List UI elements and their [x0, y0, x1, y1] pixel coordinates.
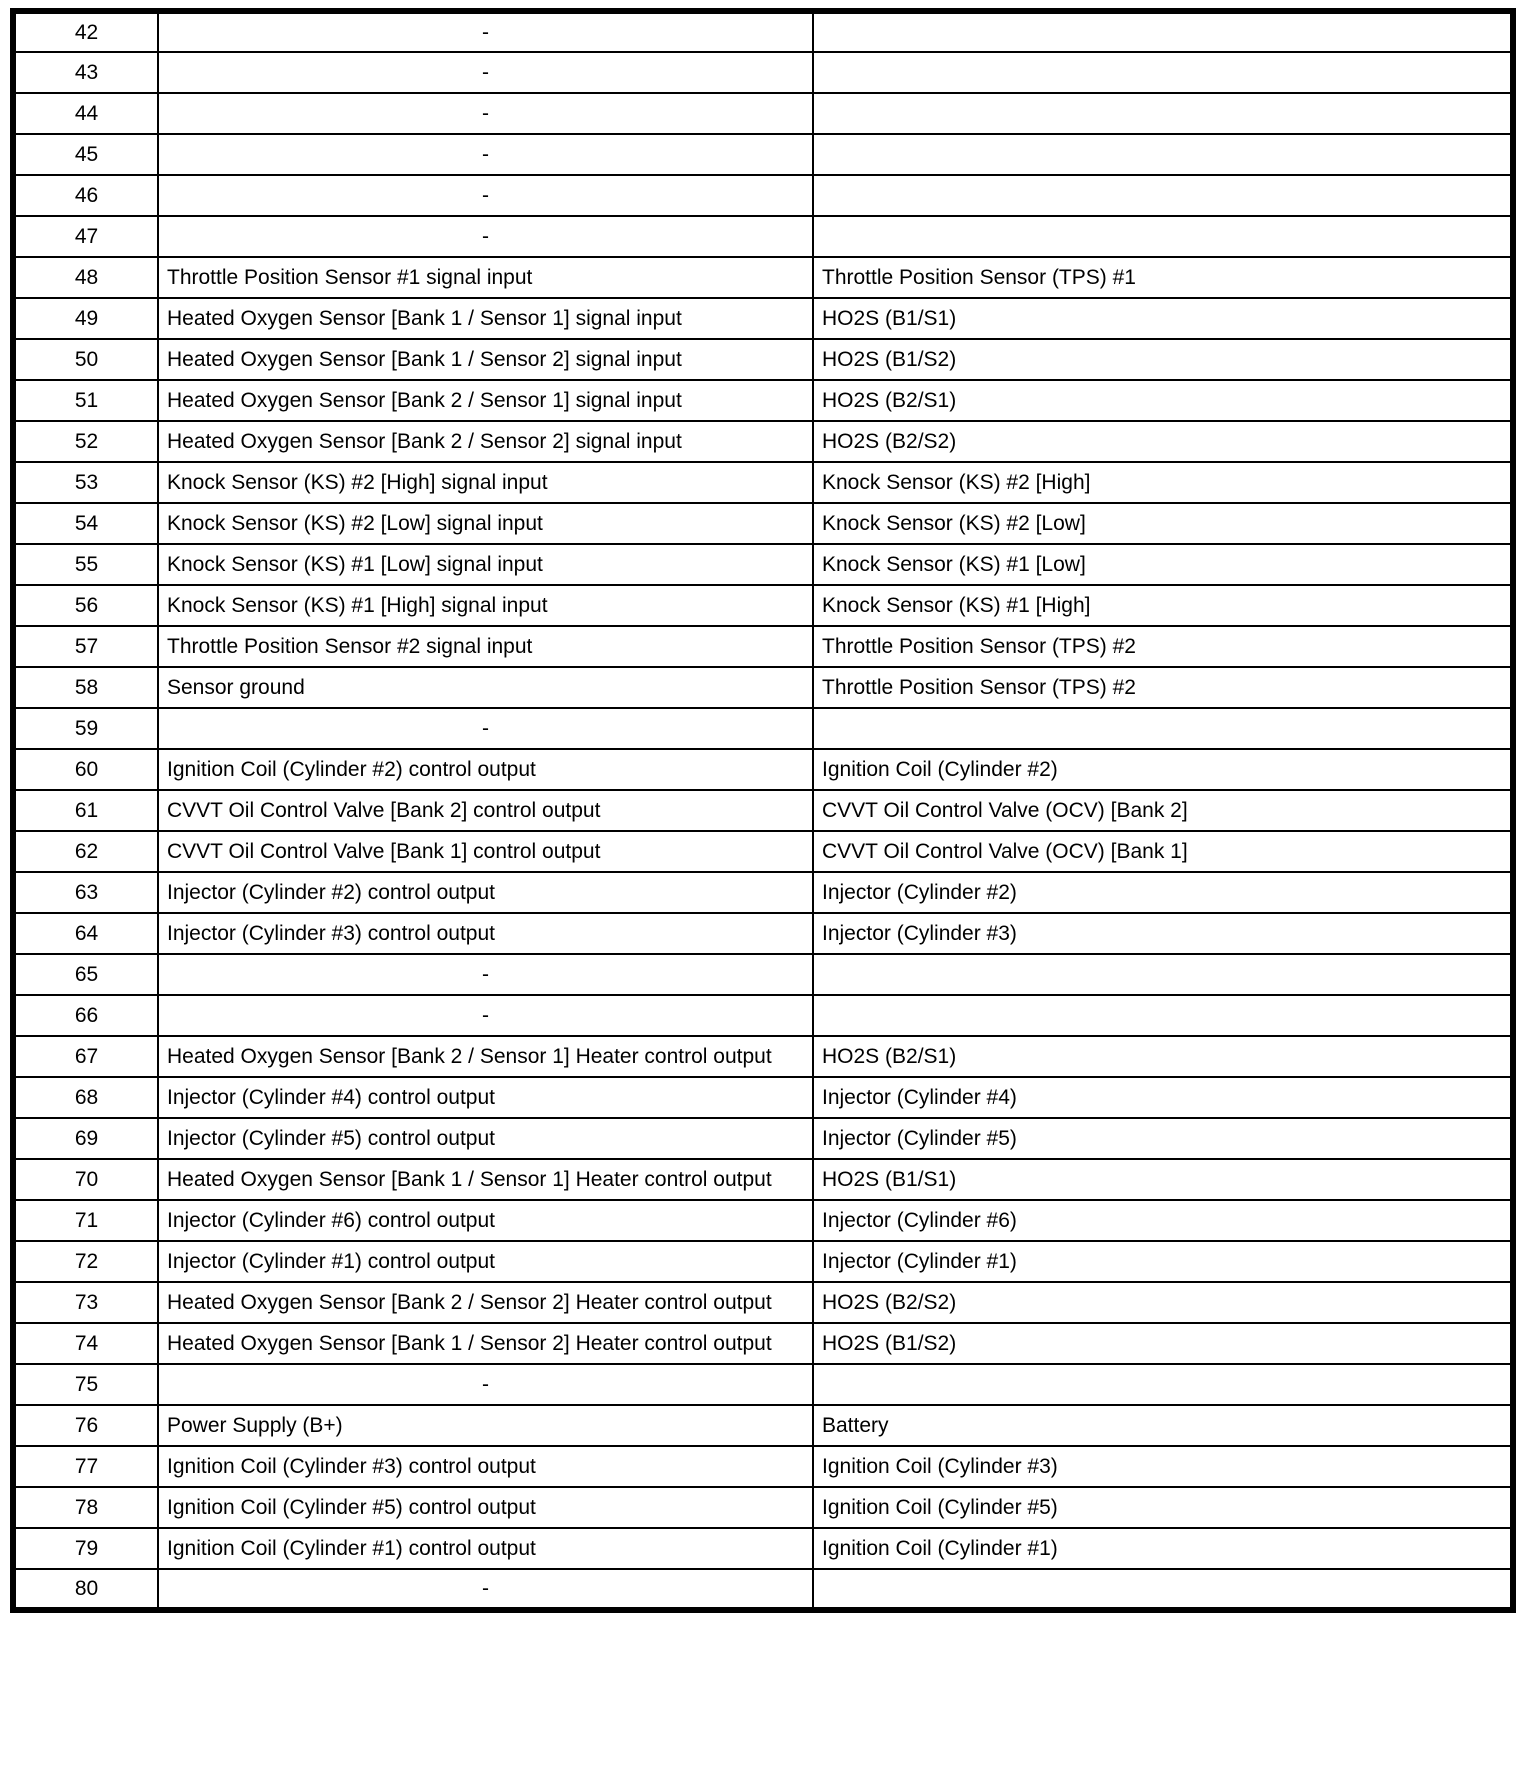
connected-to-cell: Ignition Coil (Cylinder #3)	[813, 1446, 1513, 1487]
pin-number-cell: 57	[13, 626, 158, 667]
table-row	[13, 1036, 1513, 1077]
pin-description-cell: Ignition Coil (Cylinder #5) control output	[158, 1487, 813, 1528]
connected-to-cell	[813, 1364, 1513, 1405]
pin-description-cell: Heated Oxygen Sensor [Bank 1 / Sensor 2] signal input	[158, 339, 813, 380]
pin-description-cell: Ignition Coil (Cylinder #3) control output	[158, 1446, 813, 1487]
pin-description-cell: Heated Oxygen Sensor [Bank 1 / Sensor 1] signal input	[158, 298, 813, 339]
pin-description-cell: Heated Oxygen Sensor [Bank 2 / Sensor 2] signal input	[158, 421, 813, 462]
pin-number-cell: 51	[13, 380, 158, 421]
pin-description-cell: Heated Oxygen Sensor [Bank 1 / Sensor 2] Heater control output	[158, 1323, 813, 1364]
pin-description-cell: CVVT Oil Control Valve [Bank 1] control output	[158, 831, 813, 872]
pin-number-cell: 72	[13, 1241, 158, 1282]
table-row	[13, 1405, 1513, 1446]
table-row	[13, 421, 1513, 462]
connected-to-cell	[813, 93, 1513, 134]
table-row	[13, 1077, 1513, 1118]
connected-to-cell	[813, 1569, 1513, 1610]
connected-to-cell: Injector (Cylinder #6)	[813, 1200, 1513, 1241]
pin-number-cell: 76	[13, 1405, 158, 1446]
pin-number-cell: 52	[13, 421, 158, 462]
table-row	[13, 585, 1513, 626]
connected-to-cell: Injector (Cylinder #3)	[813, 913, 1513, 954]
pin-description-cell: CVVT Oil Control Valve [Bank 2] control output	[158, 790, 813, 831]
pin-number-cell: 68	[13, 1077, 158, 1118]
table-row	[13, 831, 1513, 872]
connected-to-cell: HO2S (B1/S2)	[813, 339, 1513, 380]
table-row	[13, 1241, 1513, 1282]
connected-to-cell: Injector (Cylinder #1)	[813, 1241, 1513, 1282]
connected-to-cell	[813, 11, 1513, 52]
table-row	[13, 872, 1513, 913]
table-row	[13, 298, 1513, 339]
connected-to-cell: CVVT Oil Control Valve (OCV) [Bank 1]	[813, 831, 1513, 872]
pin-description-cell: -	[158, 995, 813, 1036]
connected-to-cell	[813, 954, 1513, 995]
connected-to-cell: Knock Sensor (KS) #1 [Low]	[813, 544, 1513, 585]
connected-to-cell	[813, 995, 1513, 1036]
table-row	[13, 503, 1513, 544]
table-row	[13, 1118, 1513, 1159]
pin-number-cell: 61	[13, 790, 158, 831]
connected-to-cell	[813, 175, 1513, 216]
pin-number-cell: 79	[13, 1528, 158, 1569]
pin-description-cell: -	[158, 134, 813, 175]
connected-to-cell: Knock Sensor (KS) #1 [High]	[813, 585, 1513, 626]
connected-to-cell: Ignition Coil (Cylinder #5)	[813, 1487, 1513, 1528]
pin-number-cell: 49	[13, 298, 158, 339]
pin-description-cell: Knock Sensor (KS) #2 [High] signal input	[158, 462, 813, 503]
pin-number-cell: 70	[13, 1159, 158, 1200]
pin-number-cell: 54	[13, 503, 158, 544]
connected-to-cell: Ignition Coil (Cylinder #2)	[813, 749, 1513, 790]
connected-to-cell: HO2S (B1/S1)	[813, 298, 1513, 339]
connected-to-cell: Injector (Cylinder #4)	[813, 1077, 1513, 1118]
pin-number-cell: 80	[13, 1569, 158, 1610]
connected-to-cell: Ignition Coil (Cylinder #1)	[813, 1528, 1513, 1569]
pin-description-cell: Heated Oxygen Sensor [Bank 2 / Sensor 2] Heater control output	[158, 1282, 813, 1323]
connected-to-cell: HO2S (B2/S2)	[813, 1282, 1513, 1323]
table-row	[13, 1487, 1513, 1528]
pin-description-cell: Injector (Cylinder #6) control output	[158, 1200, 813, 1241]
connected-to-cell	[813, 216, 1513, 257]
connected-to-cell: Injector (Cylinder #5)	[813, 1118, 1513, 1159]
pin-description-cell: -	[158, 954, 813, 995]
table-row	[13, 626, 1513, 667]
table-row	[13, 544, 1513, 585]
pin-number-cell: 73	[13, 1282, 158, 1323]
table-row	[13, 1528, 1513, 1569]
table-row	[13, 667, 1513, 708]
table-row	[13, 1159, 1513, 1200]
connected-to-cell: CVVT Oil Control Valve (OCV) [Bank 2]	[813, 790, 1513, 831]
pin-description-cell: Throttle Position Sensor #2 signal input	[158, 626, 813, 667]
pin-number-cell: 64	[13, 913, 158, 954]
pin-description-cell: -	[158, 93, 813, 134]
pin-description-cell: Heated Oxygen Sensor [Bank 1 / Sensor 1] Heater control output	[158, 1159, 813, 1200]
pin-number-cell: 74	[13, 1323, 158, 1364]
pin-number-cell: 59	[13, 708, 158, 749]
pin-number-cell: 62	[13, 831, 158, 872]
pin-number-cell: 45	[13, 134, 158, 175]
connected-to-cell	[813, 708, 1513, 749]
pin-number-cell: 65	[13, 954, 158, 995]
pin-number-cell: 56	[13, 585, 158, 626]
connected-to-cell	[813, 134, 1513, 175]
table-row	[13, 380, 1513, 421]
pin-description-cell: Injector (Cylinder #5) control output	[158, 1118, 813, 1159]
pin-number-cell: 71	[13, 1200, 158, 1241]
table-row	[13, 93, 1513, 134]
connected-to-cell: Knock Sensor (KS) #2 [Low]	[813, 503, 1513, 544]
connected-to-cell: HO2S (B1/S2)	[813, 1323, 1513, 1364]
table-row	[13, 1323, 1513, 1364]
ecu-pinout-table	[10, 8, 1516, 1613]
pin-description-cell: -	[158, 11, 813, 52]
pin-number-cell: 75	[13, 1364, 158, 1405]
table-row	[13, 1364, 1513, 1405]
pin-number-cell: 66	[13, 995, 158, 1036]
pin-description-cell: Heated Oxygen Sensor [Bank 2 / Sensor 1] signal input	[158, 380, 813, 421]
pin-description-cell: Ignition Coil (Cylinder #2) control output	[158, 749, 813, 790]
pin-description-cell: -	[158, 216, 813, 257]
connected-to-cell: Throttle Position Sensor (TPS) #2	[813, 626, 1513, 667]
pin-description-cell: Knock Sensor (KS) #1 [High] signal input	[158, 585, 813, 626]
table-row	[13, 1446, 1513, 1487]
table-row	[13, 913, 1513, 954]
pin-description-cell: Injector (Cylinder #1) control output	[158, 1241, 813, 1282]
table-row	[13, 790, 1513, 831]
pin-description-cell: Throttle Position Sensor #1 signal input	[158, 257, 813, 298]
pin-number-cell: 50	[13, 339, 158, 380]
pin-number-cell: 78	[13, 1487, 158, 1528]
table-row	[13, 995, 1513, 1036]
connected-to-cell: HO2S (B2/S1)	[813, 380, 1513, 421]
pin-number-cell: 58	[13, 667, 158, 708]
pin-number-cell: 43	[13, 52, 158, 93]
pin-number-cell: 46	[13, 175, 158, 216]
pin-description-cell: Sensor ground	[158, 667, 813, 708]
table-row	[13, 339, 1513, 380]
connected-to-cell: HO2S (B1/S1)	[813, 1159, 1513, 1200]
table-row	[13, 216, 1513, 257]
pin-description-cell: -	[158, 1364, 813, 1405]
pin-description-cell: Injector (Cylinder #3) control output	[158, 913, 813, 954]
pin-number-cell: 63	[13, 872, 158, 913]
pinout-table-body	[13, 11, 1513, 1610]
pin-number-cell: 48	[13, 257, 158, 298]
connected-to-cell	[813, 52, 1513, 93]
connected-to-cell: Throttle Position Sensor (TPS) #2	[813, 667, 1513, 708]
connected-to-cell: Battery	[813, 1405, 1513, 1446]
table-row	[13, 257, 1513, 298]
pin-description-cell: -	[158, 52, 813, 93]
table-row	[13, 1282, 1513, 1323]
pin-number-cell: 47	[13, 216, 158, 257]
pin-description-cell: -	[158, 1569, 813, 1610]
table-row	[13, 1569, 1513, 1610]
pin-description-cell: Injector (Cylinder #2) control output	[158, 872, 813, 913]
pin-number-cell: 42	[13, 11, 158, 52]
pin-number-cell: 44	[13, 93, 158, 134]
table-row	[13, 175, 1513, 216]
pin-description-cell: Injector (Cylinder #4) control output	[158, 1077, 813, 1118]
pin-number-cell: 60	[13, 749, 158, 790]
pin-number-cell: 55	[13, 544, 158, 585]
pin-description-cell: Heated Oxygen Sensor [Bank 2 / Sensor 1] Heater control output	[158, 1036, 813, 1077]
table-row	[13, 1200, 1513, 1241]
connected-to-cell: HO2S (B2/S1)	[813, 1036, 1513, 1077]
pin-description-cell: -	[158, 175, 813, 216]
table-row	[13, 749, 1513, 790]
table-row	[13, 52, 1513, 93]
connected-to-cell: Knock Sensor (KS) #2 [High]	[813, 462, 1513, 503]
table-row	[13, 954, 1513, 995]
table-row	[13, 708, 1513, 749]
pin-description-cell: -	[158, 708, 813, 749]
table-row	[13, 11, 1513, 52]
pin-description-cell: Ignition Coil (Cylinder #1) control output	[158, 1528, 813, 1569]
pin-number-cell: 67	[13, 1036, 158, 1077]
pin-number-cell: 77	[13, 1446, 158, 1487]
pin-description-cell: Power Supply (B+)	[158, 1405, 813, 1446]
pin-number-cell: 69	[13, 1118, 158, 1159]
table-row	[13, 462, 1513, 503]
table-row	[13, 134, 1513, 175]
connected-to-cell: Injector (Cylinder #2)	[813, 872, 1513, 913]
connected-to-cell: Throttle Position Sensor (TPS) #1	[813, 257, 1513, 298]
pin-description-cell: Knock Sensor (KS) #1 [Low] signal input	[158, 544, 813, 585]
pin-description-cell: Knock Sensor (KS) #2 [Low] signal input	[158, 503, 813, 544]
pin-number-cell: 53	[13, 462, 158, 503]
connected-to-cell: HO2S (B2/S2)	[813, 421, 1513, 462]
